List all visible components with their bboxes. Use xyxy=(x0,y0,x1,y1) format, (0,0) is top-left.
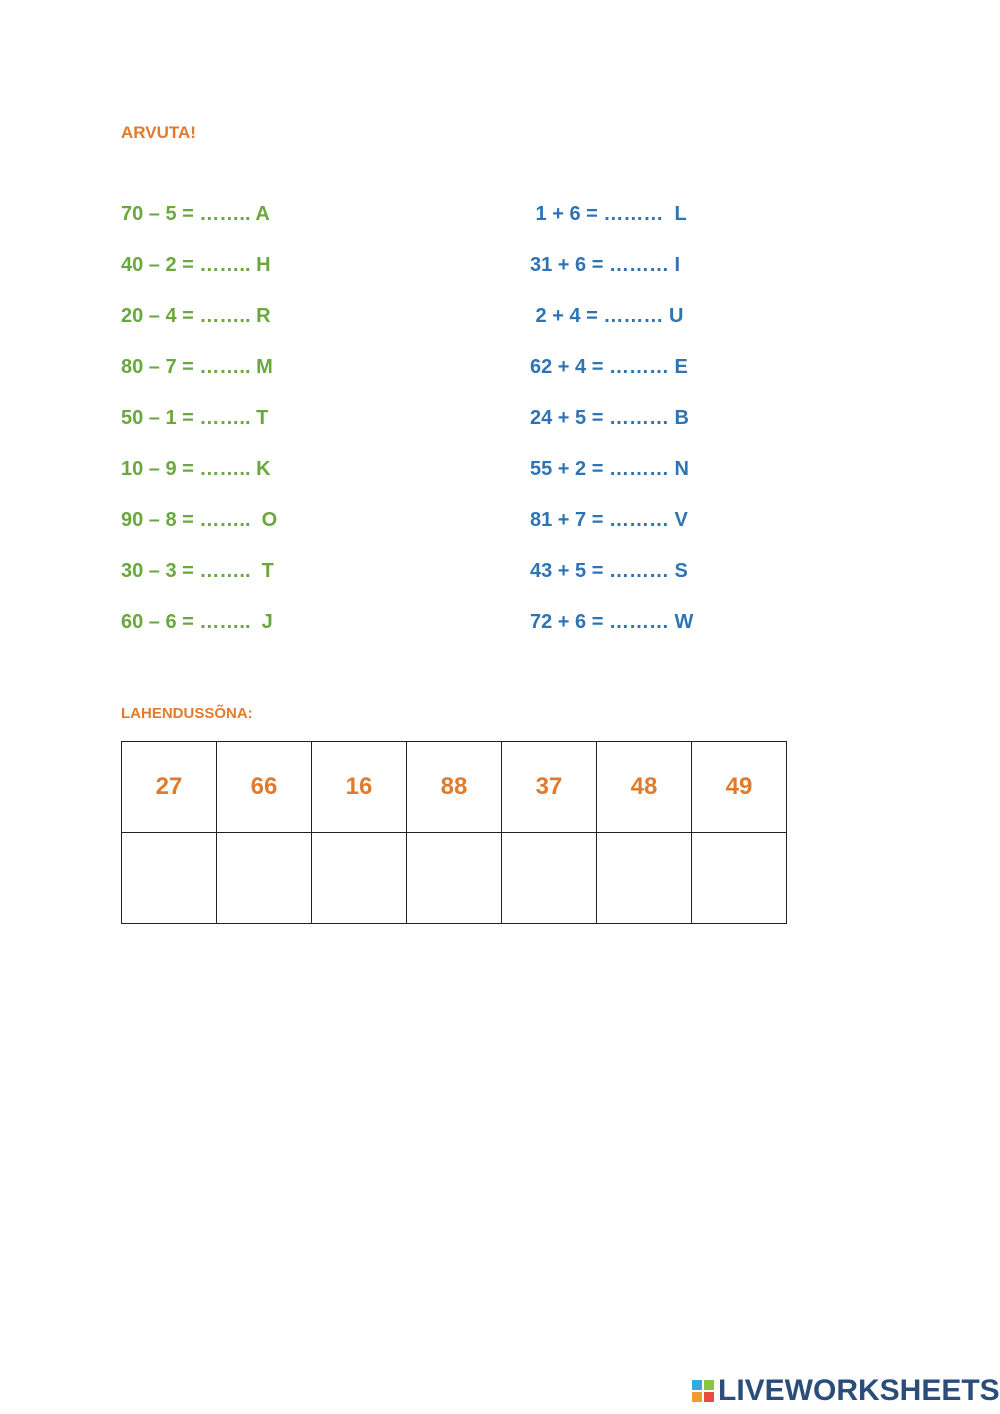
solution-number-6: 48 xyxy=(597,742,692,833)
solution-answer-row xyxy=(122,833,787,924)
equation-left-9: 60 – 6 = …….. J xyxy=(121,611,273,633)
equation-right-7: 81 + 7 = ……… V xyxy=(530,509,688,531)
answer-cell-3[interactable] xyxy=(312,833,407,924)
solution-number-row xyxy=(122,742,787,833)
equation-right-6: 55 + 2 = ……… N xyxy=(530,458,689,480)
solution-number-2: 66 xyxy=(217,742,312,833)
liveworksheets-logo-icon xyxy=(692,1380,714,1402)
answer-cell-4[interactable] xyxy=(407,833,502,924)
solution-number-1: 27 xyxy=(122,742,217,833)
equation-left-7: 90 – 8 = …….. O xyxy=(121,509,278,531)
logo-text: LIVEWORKSHEETS xyxy=(718,1374,1000,1407)
liveworksheets-logo xyxy=(692,1374,1000,1408)
equation-right-8: 43 + 5 = ……… S xyxy=(530,560,688,582)
solution-table xyxy=(121,741,787,924)
answer-cell-2[interactable] xyxy=(217,833,312,924)
answer-cell-5[interactable] xyxy=(502,833,597,924)
answer-cell-6[interactable] xyxy=(597,833,692,924)
solution-number-7: 49 xyxy=(692,742,787,833)
equation-right-4: 62 + 4 = ……… E xyxy=(530,356,688,378)
equation-left-2: 40 – 2 = …….. H xyxy=(121,254,271,276)
answer-cell-1[interactable] xyxy=(122,833,217,924)
equation-left-1: 70 – 5 = …….. A xyxy=(121,203,270,225)
equation-right-1: 1 + 6 = ……… L xyxy=(530,203,687,225)
solution-number-4: 88 xyxy=(407,742,502,833)
equation-right-9: 72 + 6 = ……… W xyxy=(530,611,694,633)
equation-right-5: 24 + 5 = ……… B xyxy=(530,407,689,429)
equation-right-2: 31 + 6 = ……… I xyxy=(530,254,681,276)
answer-cell-7[interactable] xyxy=(692,833,787,924)
solution-number-3: 16 xyxy=(312,742,407,833)
solution-number-5: 37 xyxy=(502,742,597,833)
solution-label: LAHENDUSSÕNA: xyxy=(121,705,253,722)
equation-right-3: 2 + 4 = ……… U xyxy=(530,305,684,327)
equation-left-6: 10 – 9 = …….. K xyxy=(121,458,271,480)
worksheet-title: ARVUTA! xyxy=(121,123,196,142)
equation-left-5: 50 – 1 = …….. T xyxy=(121,407,269,429)
equation-left-8: 30 – 3 = …….. T xyxy=(121,560,274,582)
equation-left-4: 80 – 7 = …….. M xyxy=(121,356,273,378)
equation-left-3: 20 – 4 = …….. R xyxy=(121,305,271,327)
